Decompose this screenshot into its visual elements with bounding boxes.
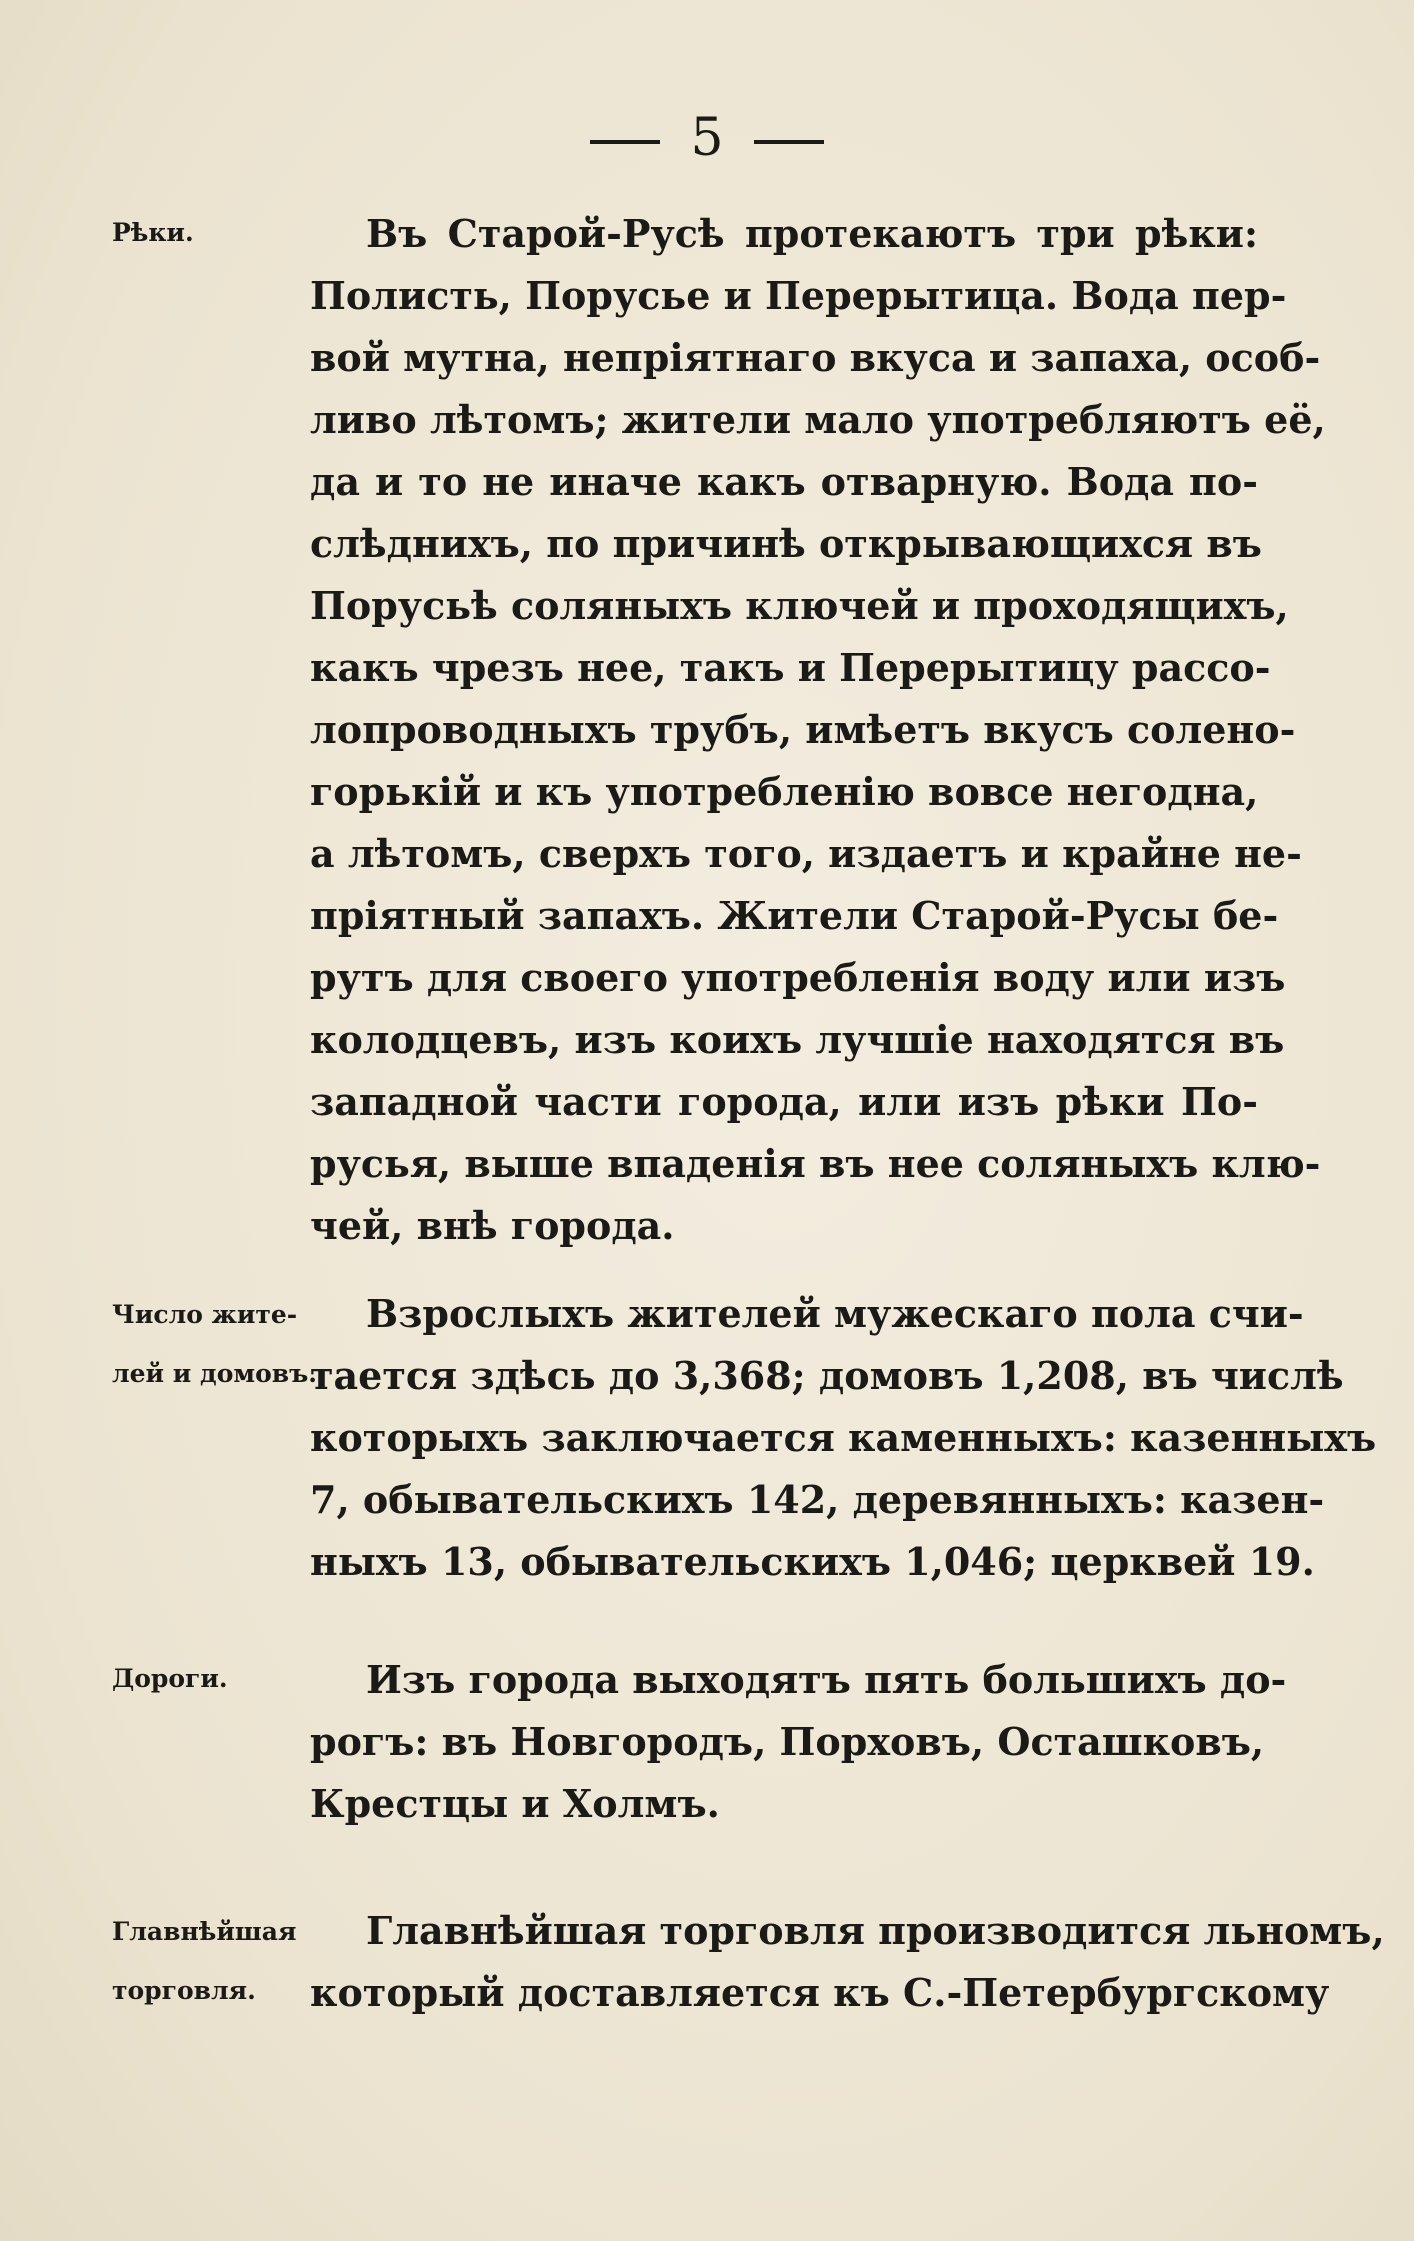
text-line: вой мутна, непріятнаго вкуса и запаха, особ-: [310, 335, 1321, 380]
text-line: слѣднихъ, по причинѣ открывающихся въ: [310, 521, 1262, 566]
text-line: которыхъ заключается каменныхъ: казенныхъ: [310, 1415, 1377, 1460]
text-line: ныхъ 13, обывательскихъ 1,046; церквей 19.: [310, 1539, 1315, 1584]
text-line: Порусьѣ соляныхъ ключей и проходящихъ,: [310, 583, 1289, 628]
paragraph-rivers: [310, 203, 1326, 1257]
text-line: какъ чрезъ нее, такъ и Перерытицу рассо-: [310, 645, 1271, 690]
margin-note-trade: Главнѣйшая торговля.: [112, 1917, 297, 2005]
paragraph-population: [310, 1283, 1377, 1593]
header-dash-right: [754, 140, 824, 144]
text-line: а лѣтомъ, сверхъ того, издаетъ и крайне не-: [310, 831, 1302, 876]
margin-note-population: Число жите- лей и домовъ.: [112, 1300, 318, 1388]
text-line: рутъ для своего употребленія воду или изъ: [310, 955, 1286, 1000]
paragraph-trade: [310, 1900, 1385, 2024]
margin-note-rivers: Рѣки.: [112, 218, 194, 247]
paragraph-roads: [310, 1649, 1287, 1835]
text-line: Изъ города выходятъ пять большихъ до-: [366, 1657, 1287, 1702]
page-header: [0, 108, 1414, 168]
text-line: который доставляется къ С.-Петербургскому: [310, 1970, 1330, 2015]
text-line: рогъ: въ Новгородъ, Порховъ, Осташковъ,: [310, 1719, 1265, 1764]
text-line: лопроводныхъ трубъ, имѣетъ вкусъ солено-: [310, 707, 1296, 752]
text-line: ливо лѣтомъ; жители мало употребляютъ её,: [310, 397, 1326, 442]
text-line: колодцевъ, изъ коихъ лучшіе находятся въ: [310, 1017, 1285, 1062]
text-line: Въ Старой-Русѣ протекаютъ три рѣки:: [366, 211, 1258, 256]
text-line: Взрослыхъ жителей мужескаго пола счи-: [366, 1291, 1304, 1336]
page-number: 5: [690, 108, 724, 168]
text-line: да и то не иначе какъ отварную. Вода по-: [310, 459, 1258, 504]
text-line: горькій и къ употребленію вовсе негодна,: [310, 769, 1259, 814]
text-line: 7, обывательскихъ 142, деревянныхъ: казен-: [310, 1477, 1325, 1522]
text-line: Полисть, Порусье и Перерытица. Вода пер-: [310, 273, 1287, 318]
text-line: Главнѣйшая торговля производится льномъ,: [366, 1908, 1385, 1953]
text-line: пріятный запахъ. Жители Старой-Русы бе-: [310, 893, 1279, 938]
text-line: чей, внѣ города.: [310, 1203, 675, 1248]
text-line: русья, выше впаденія въ нее соляныхъ клю-: [310, 1141, 1321, 1186]
text-line: западной части города, или изъ рѣки По-: [310, 1079, 1258, 1124]
header-dash-left: [590, 140, 660, 144]
margin-note-roads: Дороги.: [112, 1664, 228, 1693]
text-line: Крестцы и Холмъ.: [310, 1781, 720, 1826]
text-line: тается здѣсь до 3,368; домовъ 1,208, въ числѣ: [310, 1353, 1344, 1398]
